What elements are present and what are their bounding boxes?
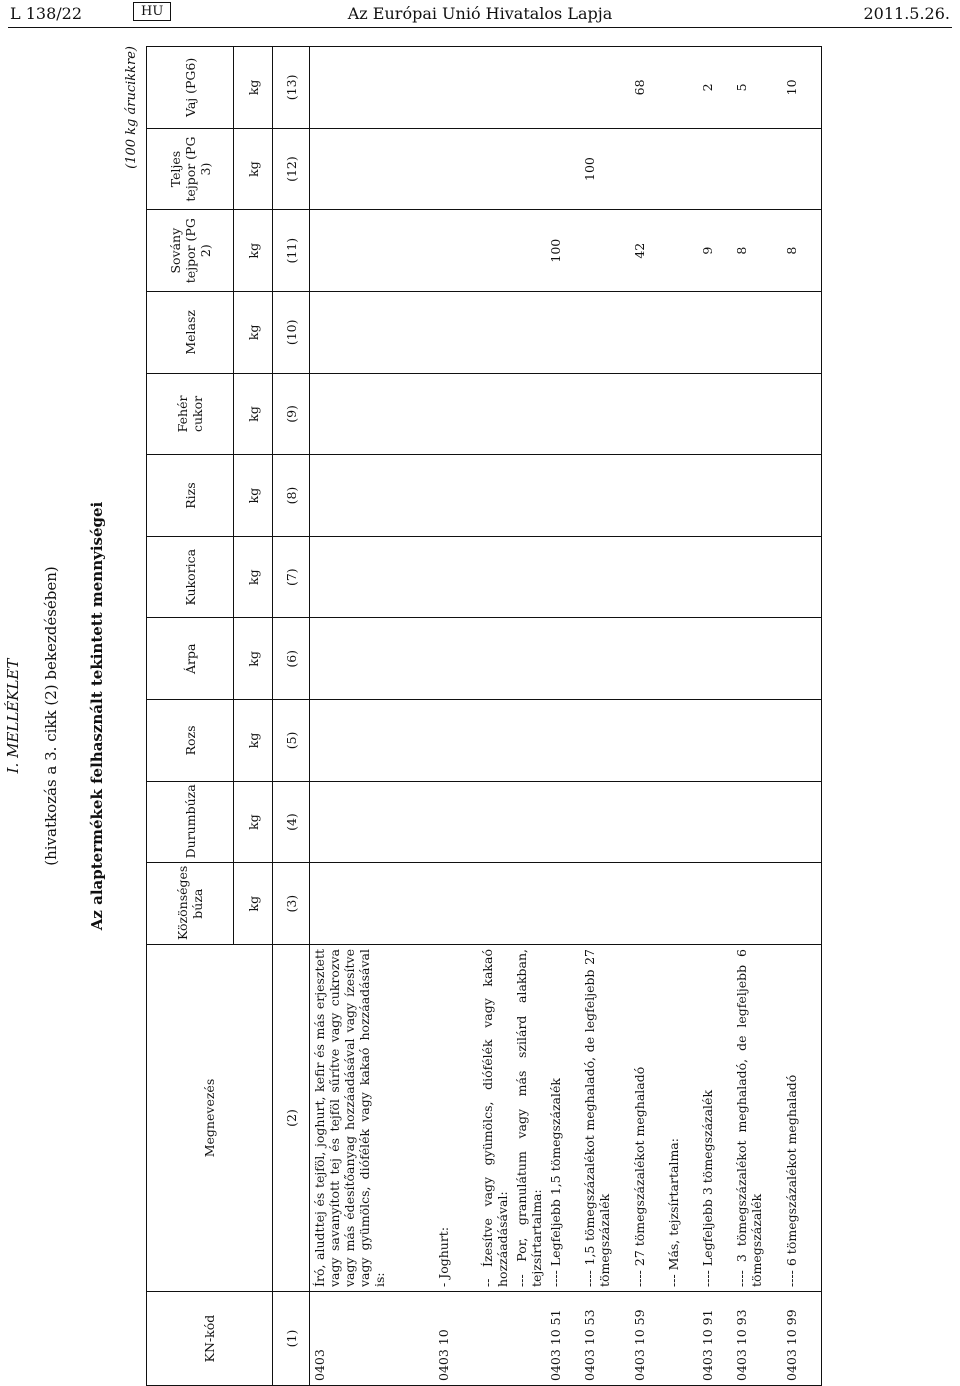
value-cell [664,210,698,292]
value-cell [782,128,822,210]
value-cell [782,455,822,537]
col-number: (9) [273,373,310,455]
value-cell [782,700,822,782]
value-cell [580,863,630,945]
value-cell [732,863,782,945]
value-cell [434,292,478,374]
value-cell: 100 [546,210,580,292]
value-cell [580,373,630,455]
value-cell: 2 [698,47,732,129]
value-cell [580,47,630,129]
kn-code-cell: 0403 10 59 [630,1292,664,1386]
value-cell [580,700,630,782]
value-cell [310,455,434,537]
unit-cell: kg [234,47,273,129]
col-number: (1) [273,1292,310,1386]
value-cell [664,373,698,455]
table-row [580,47,630,1386]
header-rule [8,27,952,28]
value-cell [478,536,512,618]
col-number: (7) [273,536,310,618]
description-cell: --- Más, tejzsírtartalma: [664,945,698,1292]
value-cell [698,128,732,210]
col-number: (12) [273,128,310,210]
unit-cell: kg [234,700,273,782]
value-cell [512,292,546,374]
value-cell [782,863,822,945]
value-cell [310,536,434,618]
value-cell [310,618,434,700]
value-cell [664,128,698,210]
kn-code-cell: 0403 10 53 [580,1292,630,1386]
value-cell [512,781,546,863]
value-cell [434,47,478,129]
value-cell [512,210,546,292]
value-cell [782,292,822,374]
value-cell [732,292,782,374]
value-cell [630,781,664,863]
col-product: Árpa [147,618,234,700]
col-number: (13) [273,47,310,129]
table-row [664,47,698,1386]
column-number-row [273,47,310,1386]
value-cell [698,455,732,537]
value-cell [546,536,580,618]
value-cell [698,373,732,455]
value-cell [478,618,512,700]
value-cell [434,455,478,537]
page-number: L 138/22 [10,4,82,23]
value-cell [698,618,732,700]
unit-cell: kg [234,455,273,537]
value-cell [698,292,732,374]
value-cell [782,373,822,455]
unit-note: (100 kg árucikkre) [124,46,139,169]
value-cell [580,536,630,618]
value-cell [546,373,580,455]
description-cell: ---- Legfeljebb 3 tömegszázalék [698,945,732,1292]
table-row [434,47,478,1386]
value-cell [630,292,664,374]
description-cell: ---- 3 tömegszázalékot meghaladó, de legfeljebb 6 tömegszázalék [732,945,782,1292]
col-product: Fehér cukor [147,373,234,455]
quantities-table [146,46,822,1386]
description-cell: ---- 1,5 tömegszázalékot meghaladó, de legfeljebb 27 tömegszázalék [580,945,630,1292]
value-cell [580,455,630,537]
value-cell [512,700,546,782]
value-cell [512,47,546,129]
value-cell: 10 [782,47,822,129]
col-number: (6) [273,618,310,700]
value-cell [434,210,478,292]
col-kn-code: KN-kód [147,1292,273,1386]
value-cell [630,618,664,700]
annex-title: I. MELLÉKLET [4,658,22,774]
table-row [782,47,822,1386]
value-cell [512,618,546,700]
value-cell [664,781,698,863]
col-number: (5) [273,700,310,782]
value-cell [512,455,546,537]
value-cell [782,536,822,618]
kn-code-cell: 0403 10 99 [782,1292,822,1386]
value-cell: 68 [630,47,664,129]
value-cell [310,47,434,129]
value-cell [664,618,698,700]
value-cell [630,455,664,537]
unit-cell: kg [234,618,273,700]
value-cell [630,128,664,210]
value-cell [732,781,782,863]
value-cell: 9 [698,210,732,292]
value-cell [434,373,478,455]
value-cell: 100 [580,128,630,210]
value-cell [546,292,580,374]
value-cell [310,700,434,782]
value-cell [546,455,580,537]
value-cell [546,128,580,210]
value-cell [698,863,732,945]
unit-cell: kg [234,536,273,618]
col-number: (8) [273,455,310,537]
title-block [4,46,144,1386]
value-cell [630,373,664,455]
value-cell [478,128,512,210]
value-cell [630,536,664,618]
value-cell [310,292,434,374]
value-cell [310,373,434,455]
unit-cell: kg [234,292,273,374]
value-cell [664,700,698,782]
col-product: Sovány tejpor (PG 2) [147,210,234,292]
table-row [310,47,434,1386]
description-cell: ---- 6 tömegszázalékot meghaladó [782,945,822,1292]
col-product: Kukorica [147,536,234,618]
header-row [147,47,234,1386]
col-product: Melasz [147,292,234,374]
col-product: Teljes tejpor (PG 3) [147,128,234,210]
value-cell [512,128,546,210]
value-cell [580,618,630,700]
description-cell: ---- 27 tömegszázalékot meghaladó [630,945,664,1292]
description-cell: --- Por, granulátum vagy más szilárd alakban, tejzsírtartalma: [512,945,546,1292]
value-cell [580,292,630,374]
table-body [310,47,822,1386]
value-cell: 8 [782,210,822,292]
page-header [0,0,960,30]
kn-code-cell [664,1292,698,1386]
col-number: (2) [273,945,310,1292]
col-number: (10) [273,292,310,374]
kn-code-cell [478,1292,512,1386]
value-cell [782,618,822,700]
reference-line: (hivatkozás a 3. cikk (2) bekezdésében) [42,566,60,866]
rotated-page [4,46,954,1386]
language-badge: HU [133,2,171,21]
description-cell: - Joghurt: [434,945,478,1292]
col-product: Közönséges búza [147,863,234,945]
value-cell [478,47,512,129]
value-cell [698,781,732,863]
value-cell [546,47,580,129]
value-cell [782,781,822,863]
description-cell: ---- Legfeljebb 1,5 tömegszázalék [546,945,580,1292]
value-cell [630,700,664,782]
value-cell [732,128,782,210]
table-row [698,47,732,1386]
description-cell: Író, aludttej és tejföl, joghurt, kefir és más erjesztett vagy savanyított tej és tejföl sűrítve vagy cukrozva vagy más édesítőanyag hozzáadásával vagy ízesítve vagy gyümölcs, diófélék vagy kakaó hozzáadásával is: [310,945,434,1292]
col-number: (3) [273,863,310,945]
value-cell [478,781,512,863]
value-cell [546,863,580,945]
value-cell [512,536,546,618]
unit-cell: kg [234,781,273,863]
col-product: Vaj (PG6) [147,47,234,129]
value-cell [580,210,630,292]
description-cell: -- Ízesítve vagy gyümölcs, diófélék vagy kakaó hozzáadásával: [478,945,512,1292]
kn-code-cell: 0403 10 91 [698,1292,732,1386]
value-cell [310,781,434,863]
col-product: Rizs [147,455,234,537]
value-cell [732,618,782,700]
table-row [512,47,546,1386]
col-number: (11) [273,210,310,292]
value-cell [310,128,434,210]
value-cell [664,536,698,618]
value-cell [698,700,732,782]
value-cell [630,863,664,945]
kn-code-cell [512,1292,546,1386]
value-cell [664,863,698,945]
table-row [630,47,664,1386]
col-product: Durumbúza [147,781,234,863]
table-row [546,47,580,1386]
kn-code-cell: 0403 10 51 [546,1292,580,1386]
value-cell [732,455,782,537]
value-cell [580,781,630,863]
journal-title: Az Európai Unió Hivatalos Lapja [347,4,613,23]
value-cell [478,373,512,455]
value-cell [478,292,512,374]
table-row [478,47,512,1386]
publication-date: 2011.5.26. [863,4,950,23]
unit-cell: kg [234,210,273,292]
value-cell: 42 [630,210,664,292]
value-cell [664,292,698,374]
kn-code-cell: 0403 [310,1292,434,1386]
value-cell [478,455,512,537]
value-cell [478,863,512,945]
value-cell [546,700,580,782]
value-cell [434,128,478,210]
value-cell [434,781,478,863]
value-cell [434,618,478,700]
value-cell [664,47,698,129]
value-cell [478,210,512,292]
value-cell [310,863,434,945]
table-title: Az alaptermékek felhasznált tekintett mennyiségei [88,501,106,931]
value-cell [664,455,698,537]
value-cell [434,700,478,782]
value-cell [732,700,782,782]
value-cell [546,618,580,700]
value-cell [512,373,546,455]
value-cell [434,863,478,945]
value-cell [512,863,546,945]
value-cell [698,536,732,618]
value-cell [732,373,782,455]
unit-cell: kg [234,373,273,455]
table-row [732,47,782,1386]
value-cell [434,536,478,618]
col-product: Rozs [147,700,234,782]
value-cell: 8 [732,210,782,292]
kn-code-cell: 0403 10 93 [732,1292,782,1386]
value-cell [732,536,782,618]
value-cell [546,781,580,863]
col-description: Megnevezés [147,945,273,1292]
kn-code-cell: 0403 10 [434,1292,478,1386]
value-cell: 5 [732,47,782,129]
value-cell [478,700,512,782]
unit-cell: kg [234,128,273,210]
col-number: (4) [273,781,310,863]
value-cell [310,210,434,292]
unit-cell: kg [234,863,273,945]
